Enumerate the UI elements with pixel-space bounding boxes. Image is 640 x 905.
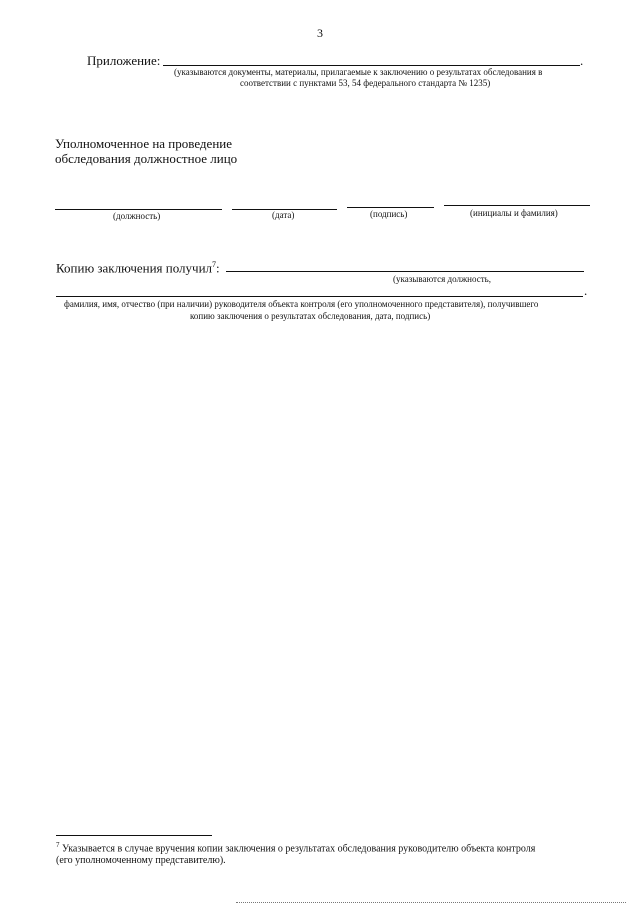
receipt-fill-line bbox=[226, 271, 584, 272]
receipt-colon: : bbox=[216, 260, 220, 276]
official-title-line-1: Уполномоченное на проведение bbox=[55, 136, 232, 151]
date-caption: (дата) bbox=[272, 210, 295, 220]
name-line bbox=[444, 205, 590, 206]
receipt-end-mark: . bbox=[584, 283, 588, 298]
receipt-hint-right: (указываются должность, bbox=[393, 274, 491, 284]
receipt-second-line bbox=[56, 296, 583, 297]
receipt-footnote-ref: 7 bbox=[212, 260, 217, 269]
appendix-hint-line-2: соответствии с пунктами 53, 54 федерального стандарта № 1235) bbox=[240, 78, 491, 88]
appendix-end-mark: . bbox=[580, 53, 584, 68]
receipt-label-text: Копию заключения получил bbox=[56, 260, 213, 276]
name-caption: (инициалы и фамилия) bbox=[470, 208, 558, 218]
signature-line bbox=[347, 207, 434, 208]
appendix-hint-line-1: (указываются документы, материалы, прилагаемые к заключению о результатах обследования в bbox=[174, 67, 543, 77]
appendix-fill-line bbox=[163, 65, 580, 66]
footnote-text-1: Указывается в случае вручения копии заключения о результатах обследования руководителю объекта контроля bbox=[62, 843, 536, 855]
scan-edge bbox=[236, 902, 626, 903]
footnote-line-2: (его уполномоченному представителю). bbox=[56, 855, 226, 866]
receipt-hint-line-1: фамилия, имя, отчество (при наличии) руководителя объекта контроля (его уполномоченного представителя), получившего bbox=[64, 299, 539, 309]
footnote-separator bbox=[56, 835, 212, 836]
official-title-line-2: обследования должностное лицо bbox=[55, 151, 238, 166]
footnote-line-1 bbox=[56, 841, 535, 854]
footnote-number: 7 bbox=[56, 841, 60, 849]
page-number: 3 bbox=[317, 26, 323, 40]
receipt-label bbox=[56, 260, 220, 276]
receipt-hint-line-2: копию заключения о результатах обследования, дата, подпись) bbox=[190, 311, 431, 321]
position-line bbox=[55, 209, 222, 210]
signature-caption: (подпись) bbox=[370, 209, 408, 219]
position-caption: (должность) bbox=[113, 211, 161, 221]
appendix-label: Приложение: bbox=[87, 53, 161, 68]
